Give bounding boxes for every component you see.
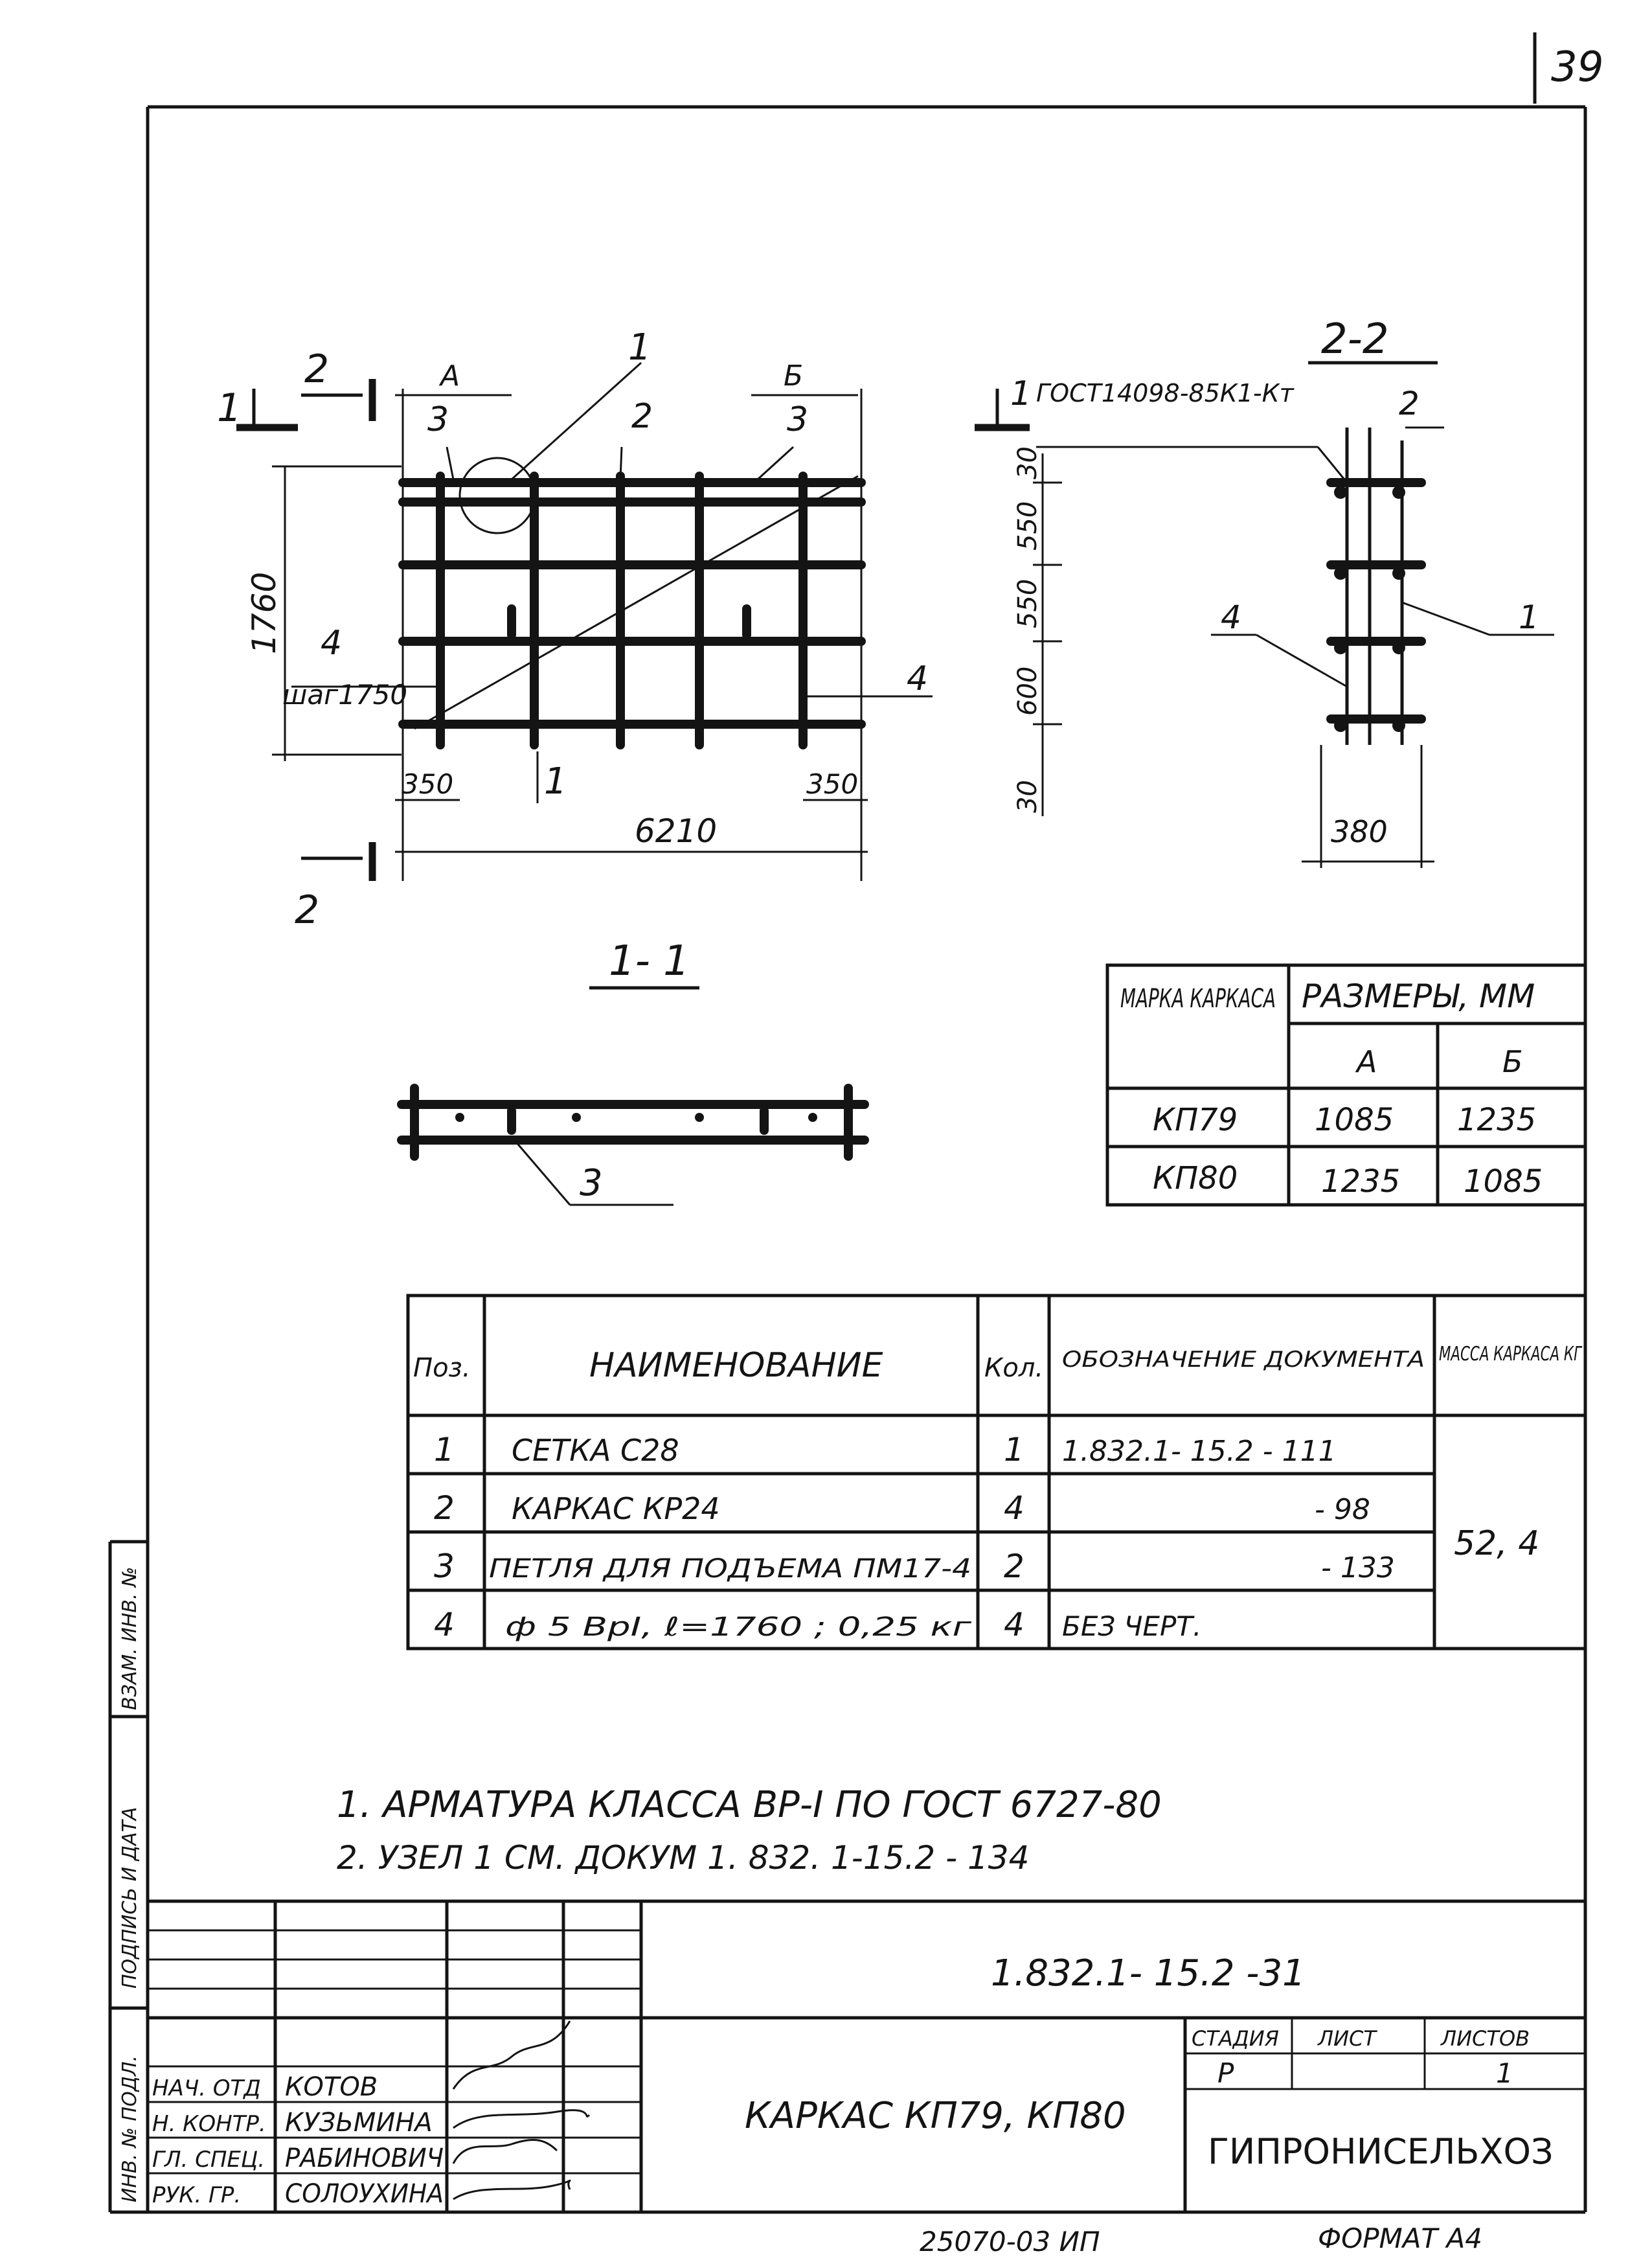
size-row2-mark: КП80 <box>1153 1160 1238 1196</box>
section-1-1-title: 1- 1 <box>609 937 690 985</box>
cut2-top-label: 2 <box>304 347 330 392</box>
dim-v550b: 550 <box>1013 578 1043 628</box>
spec-row4-pos: 4 <box>434 1606 455 1643</box>
sheet-frame <box>148 107 1585 2212</box>
dim-step: шаг1750 <box>282 679 408 711</box>
spec-header-qty: Кол. <box>984 1353 1044 1383</box>
spec-row1-doc: 1.832.1- 15.2 - 111 <box>1062 1435 1337 1468</box>
spec-row4-name: ф 5 ВрI, ℓ=1760 ; 0,25 кг <box>505 1612 973 1642</box>
note-2: 2. УЗЕЛ 1 СМ. ДОКУМ 1. 832. 1-15.2 - 134 <box>337 1839 1030 1877</box>
signer2-name: КУЗЬМИНА <box>285 2108 433 2138</box>
callout-4-left: 4 <box>321 624 343 663</box>
spec-row1-pos: 1 <box>434 1431 455 1468</box>
section-2-2-view <box>1036 428 1554 868</box>
callout-2-top: 2 <box>631 397 653 436</box>
cut-marks <box>236 379 1030 881</box>
s22-pos1: 1 <box>1519 599 1539 636</box>
stamp-inv-podl: ИНВ. № ПОДЛ. <box>119 2055 141 2202</box>
dim-right-end: 350 <box>806 768 859 800</box>
weld-note: ГОСТ14098-85К1-Кт <box>1036 379 1294 407</box>
dim-v30-bottom: 30 <box>1013 780 1043 813</box>
doc-number: 1.832.1- 15.2 -31 <box>991 1952 1306 1994</box>
spec-header-doc: ОБОЗНАЧЕНИЕ ДОКУМЕНТА <box>1062 1347 1425 1373</box>
spec-header-pos: Поз. <box>413 1353 471 1383</box>
plan-view <box>403 458 861 745</box>
dim-A-label: А <box>440 360 460 393</box>
stage-label: СТАДИЯ <box>1192 2026 1279 2051</box>
callout-1-bottom: 1 <box>544 760 567 803</box>
callout-3-left: 3 <box>427 400 449 439</box>
size-col-a: А <box>1357 1044 1377 1079</box>
size-row1-a: 1085 <box>1315 1102 1394 1138</box>
spec-row4-doc: БЕЗ ЧЕРТ. <box>1062 1610 1202 1642</box>
spec-row2-qty: 4 <box>1004 1489 1024 1527</box>
spec-row3-qty: 2 <box>1004 1548 1024 1585</box>
cut2-bottom-label: 2 <box>295 887 320 933</box>
cut1-right-label: 1 <box>1010 374 1032 413</box>
spec-row1-name: СЕТКА С28 <box>512 1433 679 1468</box>
dim-v550a: 550 <box>1013 501 1043 551</box>
dim-left-end: 350 <box>402 768 454 800</box>
size-row1-b: 1235 <box>1457 1102 1537 1138</box>
format-label: ФОРМАТ А4 <box>1318 2222 1482 2254</box>
spec-row3-pos: 3 <box>434 1548 455 1585</box>
spec-header-name: НАИМЕНОВАНИЕ <box>589 1346 883 1385</box>
signer3-role: ГЛ. СПЕЦ. <box>152 2147 266 2173</box>
spec-row1-qty: 1 <box>1004 1431 1024 1468</box>
spec-row4-qty: 4 <box>1004 1606 1024 1643</box>
dim-width-2-2: 380 <box>1331 814 1388 849</box>
page-number: 39 <box>1551 43 1604 91</box>
size-row2-a: 1235 <box>1321 1163 1401 1200</box>
section-2-2-title: 2-2 <box>1321 315 1389 363</box>
size-header-mark: МАРКА КАРКАСА <box>1120 984 1276 1014</box>
note-1: 1. АРМАТУРА КЛАССА ВР-I ПО ГОСТ 6727-80 <box>337 1784 1162 1826</box>
size-row1-mark: КП79 <box>1153 1102 1238 1138</box>
signer3-name: РАБИНОВИЧ <box>285 2143 444 2173</box>
spec-row2-name: КАРКАС КР24 <box>512 1491 720 1526</box>
archive-number: 25070-03 ИП <box>920 2226 1100 2257</box>
dim-height-total: 1760 <box>245 571 283 654</box>
spec-row2-pos: 2 <box>434 1489 455 1527</box>
spec-header-mass: МАССА КАРКАСА КГ <box>1439 1343 1583 1365</box>
sheets-value: 1 <box>1496 2057 1513 2089</box>
spec-row3-doc: - 133 <box>1321 1551 1395 1584</box>
callout-4-right: 4 <box>907 659 929 698</box>
org-name: ГИПРОНИСЕЛЬХОЗ <box>1208 2131 1554 2172</box>
callout-3-section: 3 <box>580 1162 603 1204</box>
signer4-role: РУК. ГР. <box>152 2182 242 2208</box>
spec-row2-doc: - 98 <box>1315 1493 1370 1526</box>
size-col-b: Б <box>1502 1044 1523 1079</box>
size-row2-b: 1085 <box>1464 1163 1543 1200</box>
s22-pos4: 4 <box>1221 599 1241 636</box>
callout-1-top: 1 <box>628 326 651 369</box>
signer1-name: КОТОВ <box>285 2072 378 2102</box>
dim-v30-top: 30 <box>1013 446 1043 479</box>
spec-row3-name: ПЕТЛЯ ДЛЯ ПОДЪЕМА ПМ17-4 <box>489 1554 971 1584</box>
signer2-role: Н. КОНТР. <box>152 2111 266 2137</box>
dim-B-label: Б <box>784 360 804 393</box>
stage-value: Р <box>1217 2057 1234 2089</box>
size-header-dims: РАЗМЕРЫ, ММ <box>1302 977 1535 1015</box>
dim-v600: 600 <box>1013 666 1043 716</box>
sheets-label: ЛИСТОВ <box>1441 2026 1530 2051</box>
plan-dimensions <box>272 363 1062 881</box>
spec-mass-value: 52, 4 <box>1454 1524 1540 1563</box>
s22-pos2: 2 <box>1399 385 1420 422</box>
signer4-name: СОЛОУХИНА <box>285 2179 444 2209</box>
callout-3-right: 3 <box>787 400 809 439</box>
cut1-left-label: 1 <box>217 385 242 431</box>
drawing-title: КАРКАС КП79, КП80 <box>745 2095 1126 2137</box>
section-1-1-view <box>402 1088 865 1205</box>
dim-length-total: 6210 <box>635 812 718 850</box>
signer1-role: НАЧ. ОТД <box>152 2075 261 2101</box>
stamp-podpis-data: ПОДПИСЬ И ДАТА <box>119 1807 141 1989</box>
sheet-label: ЛИСТ <box>1318 2026 1376 2051</box>
stamp-vzam-inv: ВЗАМ. ИНВ. № <box>119 1566 141 1710</box>
